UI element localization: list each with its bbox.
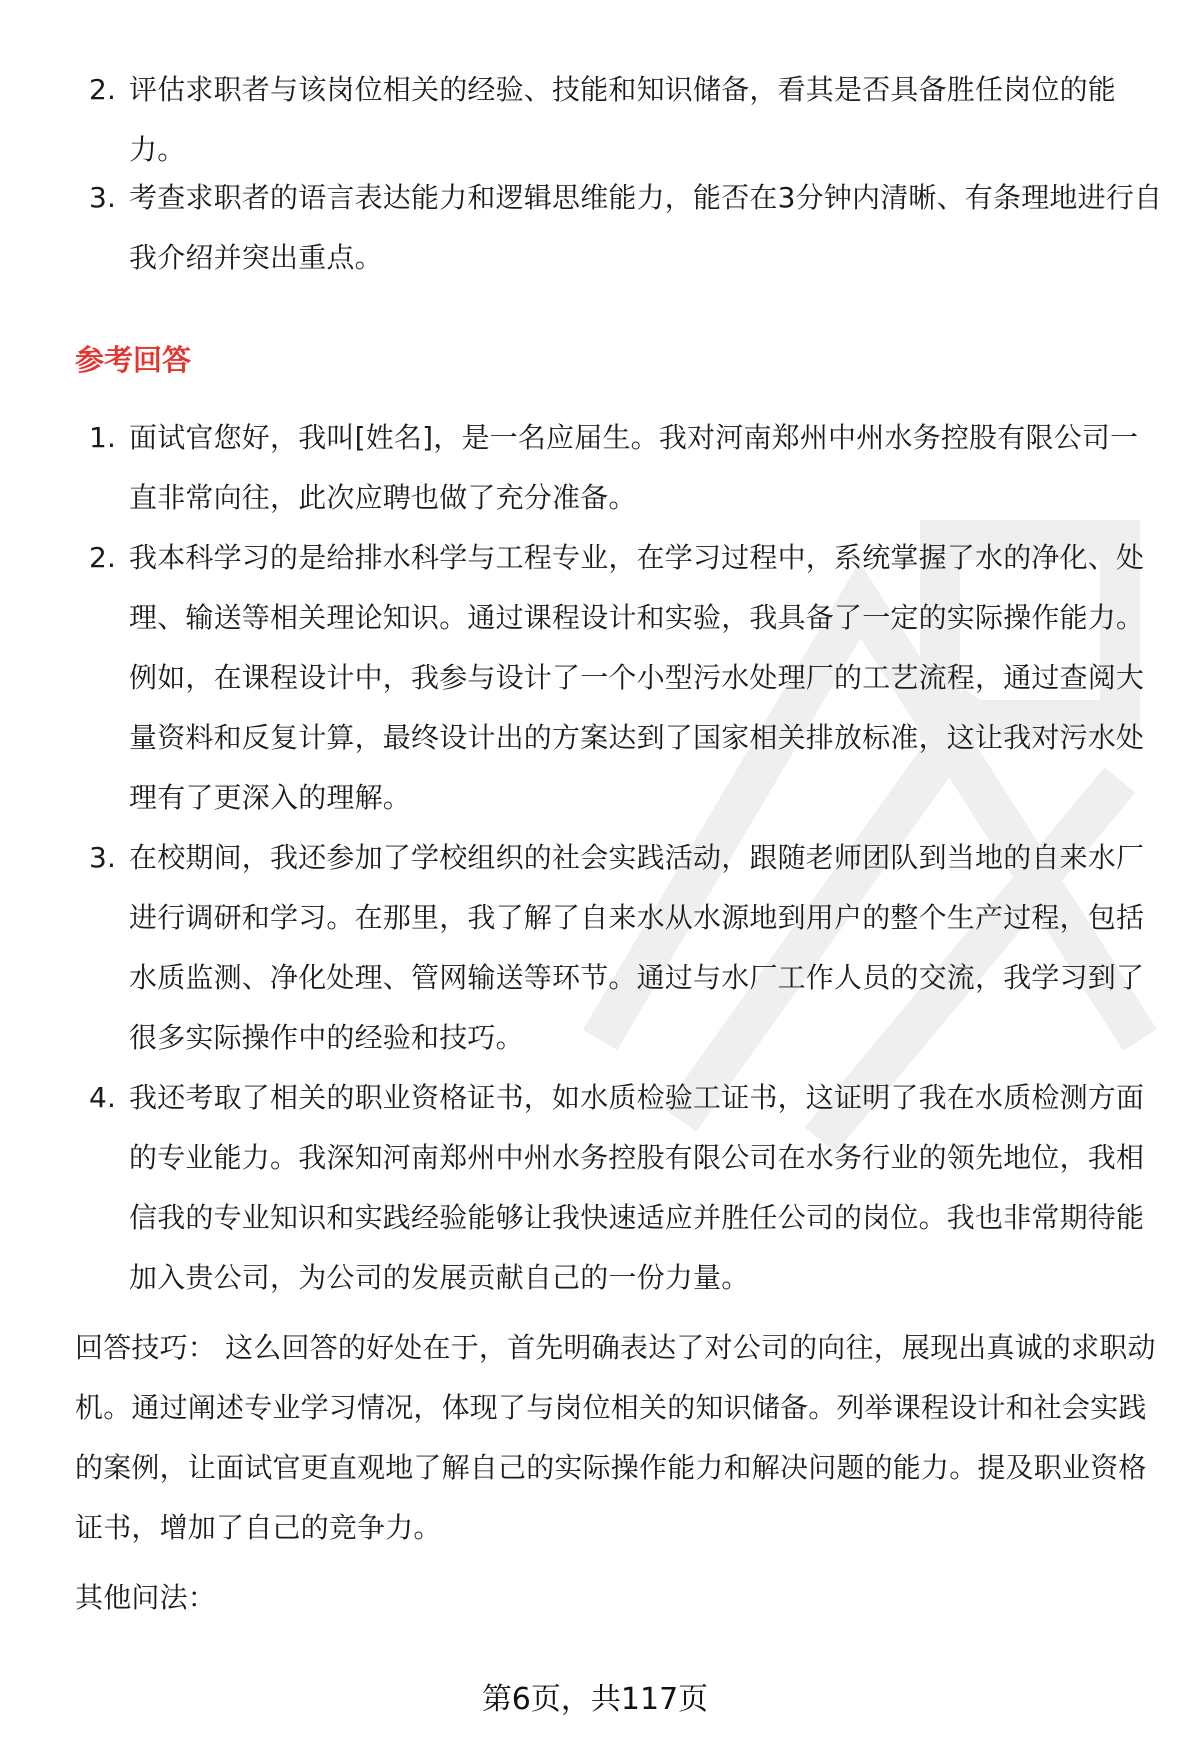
page-number-footer: 第6页，共117页 bbox=[481, 1682, 709, 1717]
list-item bbox=[0, 528, 1164, 828]
other-questions-heading: 其他问法： bbox=[75, 1581, 217, 1614]
list-item bbox=[0, 828, 1164, 1068]
intro-list bbox=[0, 60, 1190, 288]
list-number: 3. bbox=[89, 841, 117, 874]
section-title-reference-answer: 参考回答 bbox=[75, 343, 192, 377]
list-item-text: 考查求职者的语言表达能力和逻辑思维能力，能否在3分钟内清晰、有条理地进行自我介绍并突出重点。 bbox=[129, 181, 1163, 274]
list-item-text: 我还考取了相关的职业资格证书，如水质检验工证书，这证明了我在水质检测方面的专业能力。我深知河南郑州中州水务控股有限公司在水务行业的领先地位，我相信我的专业知识和实践经验能够让我快速适应并胜任公司的岗位。我也非常期待能加入贵公司，为公司的发展贡献自己的一份力量。 bbox=[129, 1081, 1145, 1294]
list-item-text: 面试官您好，我叫[姓名]，是一名应届生。我对河南郑州中州水务控股有限公司一直非常向往，此次应聘也做了充分准备。 bbox=[129, 421, 1139, 514]
list-item bbox=[0, 168, 1164, 288]
list-number: 2. bbox=[89, 541, 117, 574]
list-item-text: 评估求职者与该岗位相关的经验、技能和知识储备，看其是否具备胜任岗位的能力。 bbox=[129, 73, 1117, 166]
list-item bbox=[0, 1068, 1164, 1308]
list-item-text: 我本科学习的是给排水科学与工程专业，在学习过程中，系统掌握了水的净化、处理、输送等相关理论知识。通过课程设计和实验，我具备了一定的实际操作能力。例如，在课程设计中，我参与设计了一个小型污水处理厂的工艺流程，通过查阅大量资料和反复计算，最终设计出的方案达到了国家相关排放标准，这让我对污水处理有了更深入的理解。 bbox=[129, 541, 1145, 814]
list-number: 3. bbox=[89, 181, 117, 214]
answer-list bbox=[0, 408, 1190, 1308]
list-item bbox=[0, 60, 1164, 168]
list-number: 1. bbox=[89, 421, 117, 454]
answer-tips-paragraph: 回答技巧： 这么回答的好处在于，首先明确表达了对公司的向往，展现出真诚的求职动机。通过阐述专业学习情况，体现了与岗位相关的知识储备。列举课程设计和社会实践的案例，让面试官更直观地了解自己的实际操作能力和解决问题的能力。提及职业资格证书，增加了自己的竞争力。 bbox=[75, 1331, 1156, 1544]
list-number: 2. bbox=[89, 73, 117, 106]
list-item-text: 在校期间，我还参加了学校组织的社会实践活动，跟随老师团队到当地的自来水厂进行调研和学习。在那里，我了解了自来水从水源地到用户的整个生产过程，包括水质监测、净化处理、管网输送等环节。通过与水厂工作人员的交流，我学习到了很多实际操作中的经验和技巧。 bbox=[129, 841, 1145, 1054]
list-number: 4. bbox=[89, 1081, 117, 1114]
list-item bbox=[0, 408, 1164, 528]
